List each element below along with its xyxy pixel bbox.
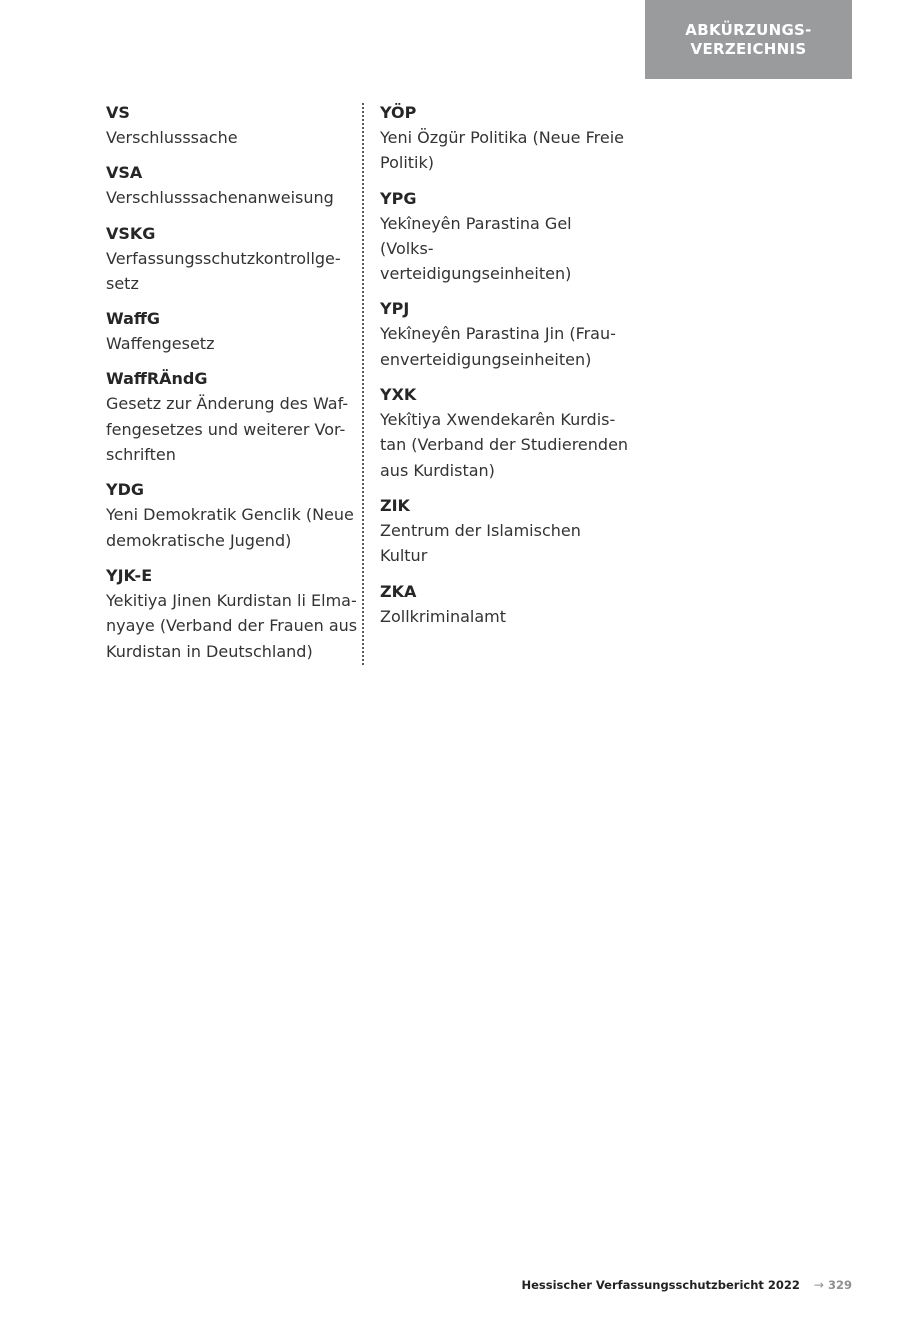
abbreviation-entry (106, 306, 361, 356)
arrow-right-icon: → (813, 1278, 824, 1292)
abbreviation-entry (380, 382, 630, 483)
abbreviation-definition-line: verteidigungseinheiten) (380, 264, 572, 284)
footer-page-number-group (814, 1278, 852, 1292)
abbreviation-column-left (106, 100, 361, 674)
abbreviation-definition-line: Verschlusssachenanweisung (106, 188, 334, 208)
abbreviation-entry (106, 221, 361, 297)
chapter-tab-line1: ABKÜRZUNGS- (685, 20, 812, 39)
abbreviation-entry (380, 579, 630, 629)
abbreviation-term: YÖP (380, 103, 417, 122)
abbreviation-definition-line: Verfassungsschutzkontrollge- (106, 248, 341, 268)
chapter-tab (645, 0, 852, 79)
abbreviation-definition-line: Yekitiya Jinen Kurdistan li Elma- (106, 590, 357, 610)
abbreviation-term: ZKA (380, 581, 417, 601)
chapter-tab-line2: VERZEICHNIS (690, 39, 807, 58)
abbreviation-term: VSA (106, 163, 143, 183)
abbreviation-entry (106, 160, 361, 210)
abbreviation-definition-line: schriften (106, 445, 176, 465)
abbreviation-term: WaffRÄndG (106, 369, 208, 389)
abbreviation-column-right (380, 100, 630, 639)
abbreviation-entry (380, 296, 630, 372)
abbreviation-entry (106, 100, 361, 150)
abbreviation-term: YPJ (380, 299, 410, 319)
abbreviation-entry (106, 563, 361, 664)
abbreviation-term: WaffG (106, 309, 160, 329)
abbreviation-term: VS (106, 103, 130, 122)
abbreviation-definition-line: setz (106, 273, 139, 293)
abbreviation-definition-line: tan (Verband der Studierenden (380, 435, 629, 455)
abbreviation-definition-line: Yeni Demokratik Genclik (Neue (106, 505, 354, 525)
abbreviation-term: YXK (380, 385, 417, 405)
abbreviation-definition-line: Zentrum der Islamischen Kultur (380, 520, 581, 566)
abbreviation-definition-line: Verschlusssache (106, 128, 238, 147)
abbreviation-definition-line: nyaye (Verband der Frauen aus (106, 616, 358, 636)
abbreviation-definition-line: Yeni Özgür Politika (Neue Freie (380, 128, 624, 147)
abbreviation-definition-line: Zollkriminalamt (380, 606, 507, 626)
abbreviation-definition-line: Yekîneyên Parastina Gel (Volks- (380, 213, 572, 258)
column-divider (362, 103, 364, 665)
abbreviation-term: YJK-E (106, 565, 153, 585)
abbreviation-definition-line: demokratische Jugend) (106, 530, 292, 550)
abbreviation-term: VSKG (106, 223, 156, 243)
abbreviation-term: ZIK (380, 495, 410, 515)
abbreviation-definition-line: Waffengesetz (106, 334, 215, 354)
abbreviation-definition-line: Yekîneyên Parastina Jin (Frau- (380, 324, 616, 344)
abbreviation-entry (106, 366, 361, 467)
abbreviation-definition-line: Politik) (380, 153, 434, 173)
abbreviation-definition-line: Yekîtiya Xwendekarên Kurdis- (380, 410, 616, 430)
abbreviation-definition-line: Kurdistan in Deutschland) (106, 641, 313, 661)
abbreviation-definition-line: Gesetz zur Änderung des Waf- (106, 394, 349, 414)
abbreviation-definition-line: fengesetzes und weiterer Vor- (106, 419, 346, 439)
abbreviation-definition-line: aus Kurdistan) (380, 460, 495, 480)
abbreviation-definition-line: enverteidigungseinheiten) (380, 349, 592, 369)
page-number: 329 (827, 1278, 852, 1292)
abbreviation-entry (380, 186, 630, 287)
page-footer (522, 1278, 853, 1292)
abbreviation-term: YPG (380, 188, 417, 208)
footer-report-title: Hessischer Verfassungsschutzbericht 2022 (521, 1278, 800, 1292)
abbreviation-term: YDG (106, 480, 144, 500)
abbreviation-entry (106, 477, 361, 553)
abbreviation-entry (380, 100, 630, 176)
abbreviation-entry (380, 493, 630, 569)
